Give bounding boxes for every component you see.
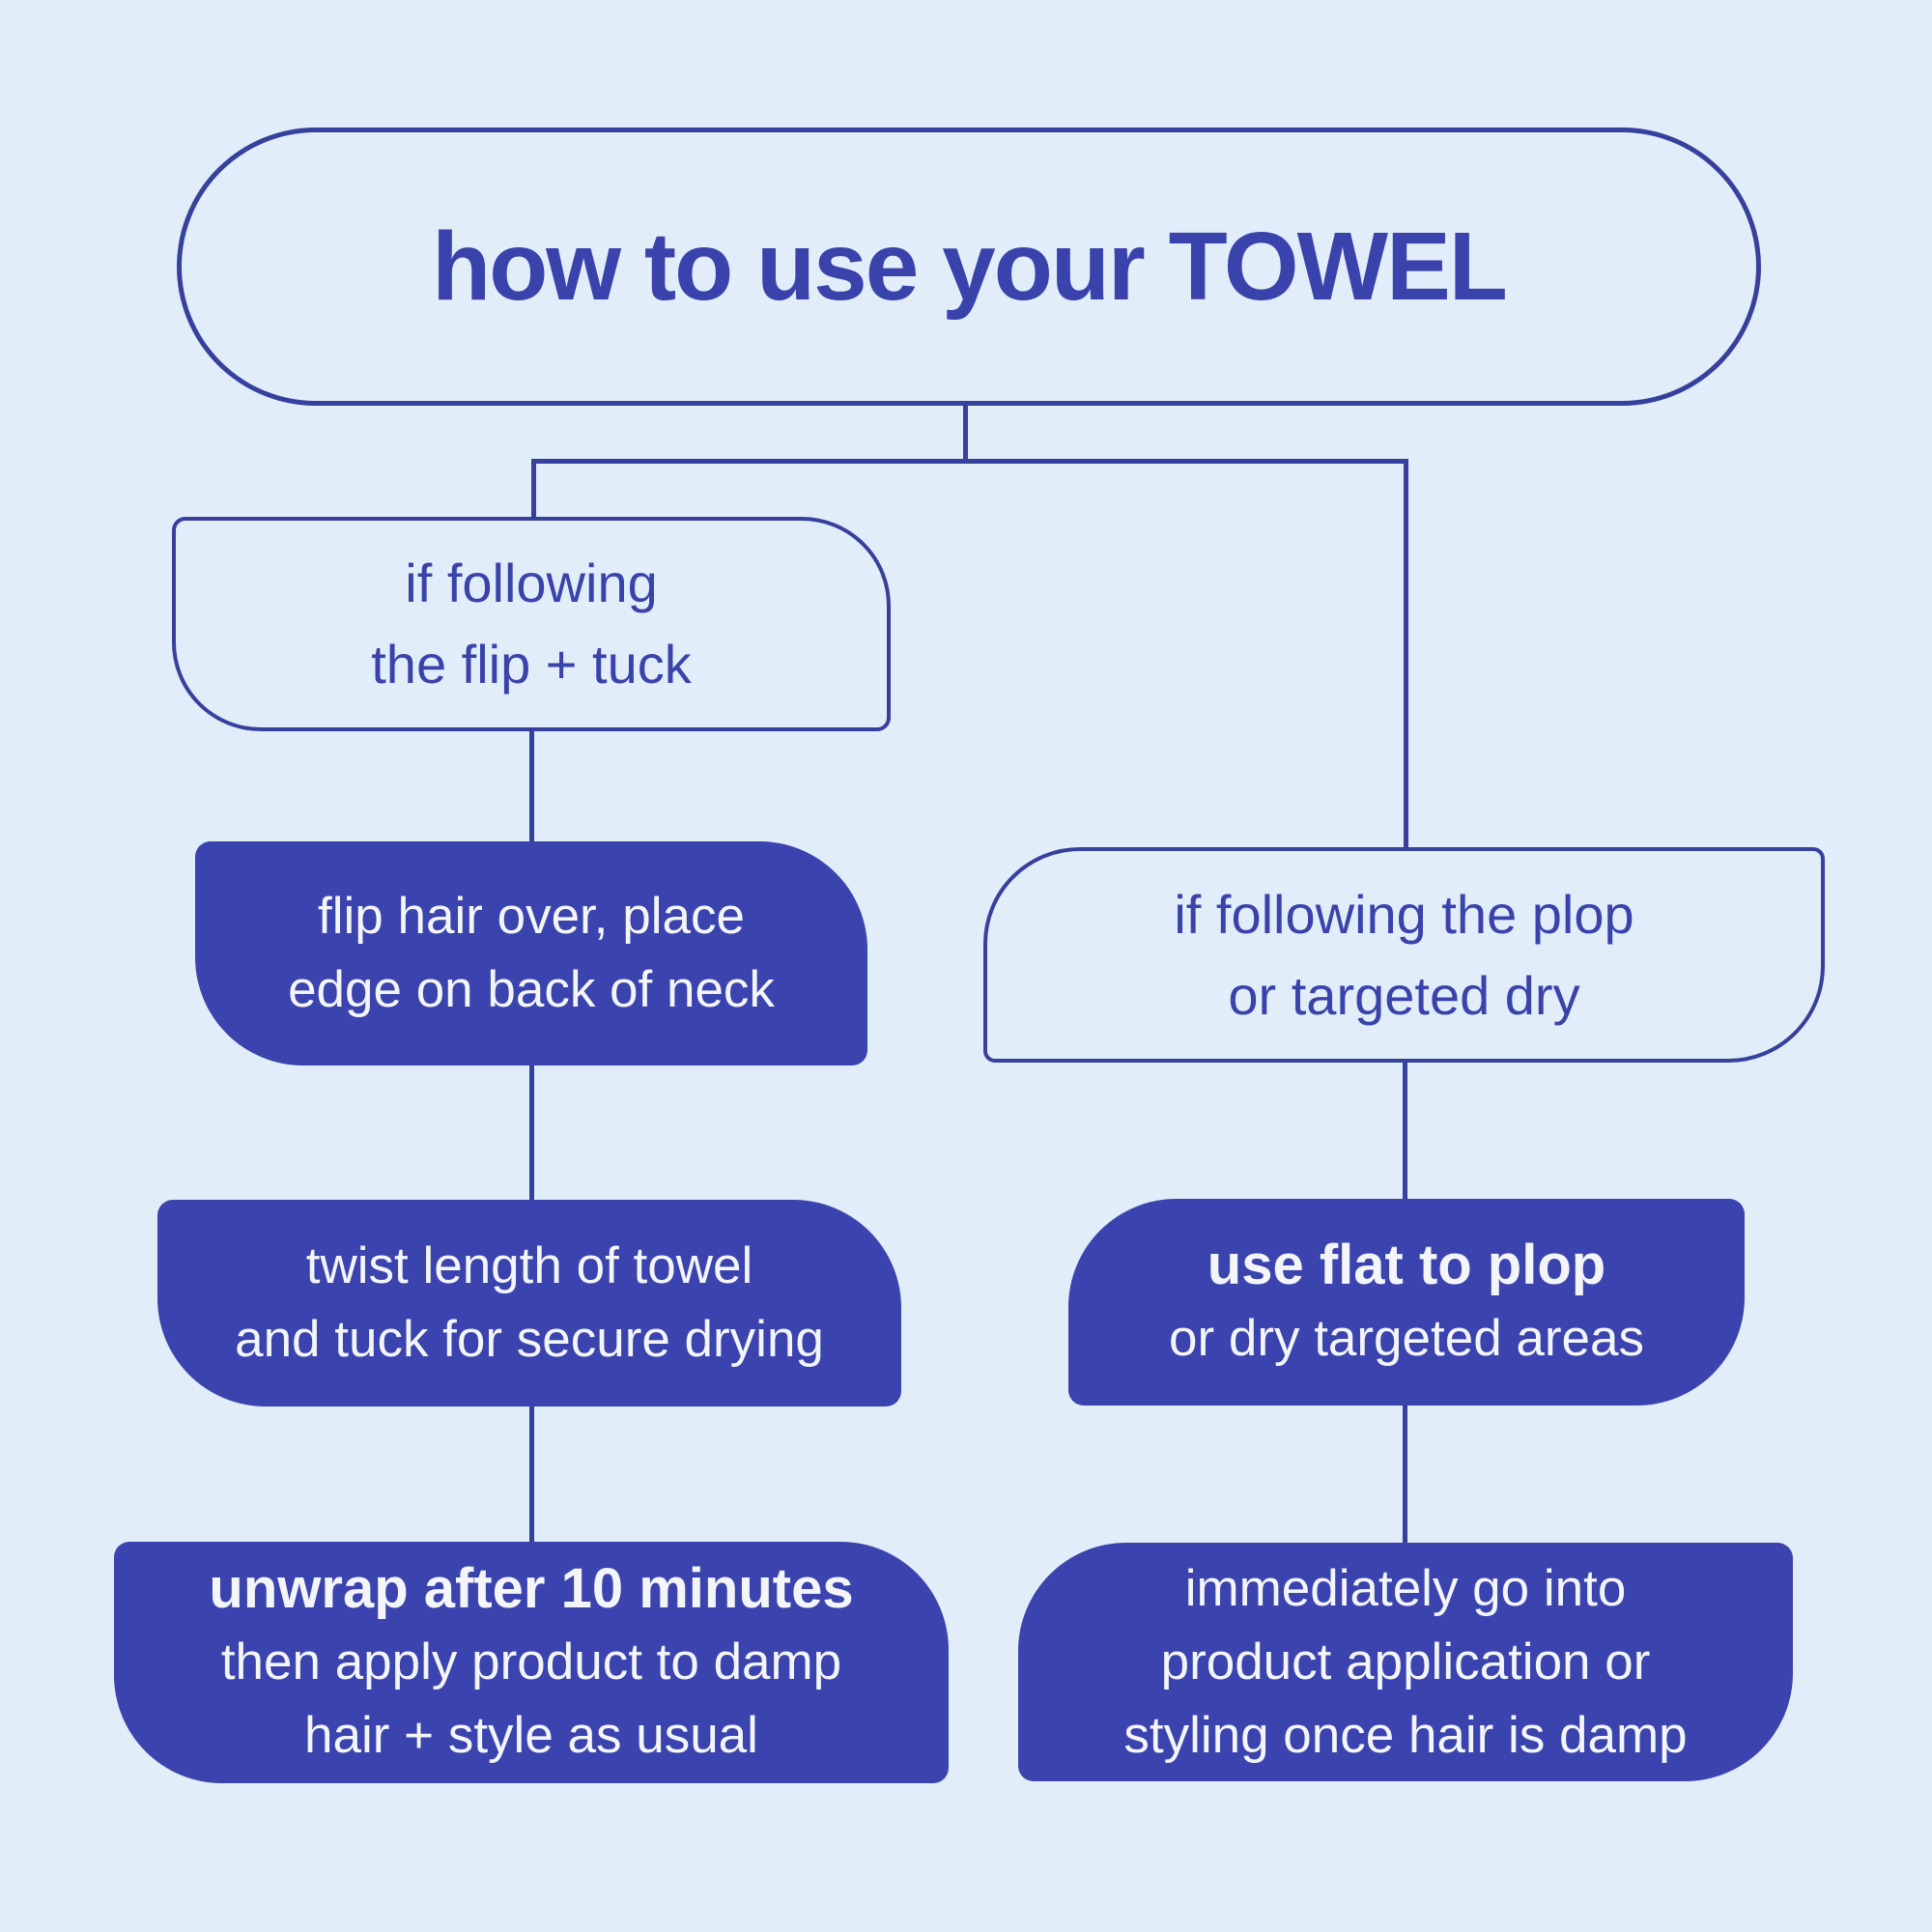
node-text-line: or targeted dry [1228, 964, 1580, 1026]
node-text-line: or dry targeted areas [1169, 1310, 1644, 1367]
title-box [177, 128, 1761, 406]
node-text-line: twist length of towel [305, 1237, 753, 1294]
node-branch-plop-targeted [983, 847, 1825, 1063]
node-text-line: edge on back of neck [288, 961, 775, 1018]
node-text-line: flip hair over, place [318, 888, 745, 945]
connector-plop-2 [1403, 1404, 1407, 1546]
node-flip-step-1 [195, 841, 867, 1065]
node-text-line: styling once hair is damp [1123, 1706, 1688, 1764]
node-text-bold: unwrap after 10 minutes [209, 1557, 854, 1620]
connector-title-stem [963, 406, 968, 462]
node-text-line: if following [405, 553, 658, 613]
node-branch-flip-tuck [172, 517, 891, 731]
node-flip-step-2 [157, 1200, 901, 1406]
node-plop-step-2 [1018, 1543, 1793, 1781]
node-text-line: immediately go into [1184, 1559, 1627, 1617]
node-plop-step-1 [1068, 1199, 1745, 1406]
node-text-line: if following the plop [1174, 883, 1634, 945]
node-flip-step-3 [114, 1542, 949, 1783]
connector-left-drop [531, 459, 536, 520]
node-text-line: then apply product to damp [220, 1634, 842, 1690]
node-text-line: hair + style as usual [304, 1707, 758, 1764]
connector-branch-bar [531, 459, 1408, 464]
connector-right-drop [1404, 459, 1408, 850]
page-title: how to use your TOWEL [432, 212, 1506, 321]
node-text-line: product application or [1160, 1633, 1651, 1690]
connector-flip-1 [529, 729, 534, 845]
node-text-line: the flip + tuck [371, 634, 692, 695]
connector-flip-2 [529, 1064, 534, 1202]
node-text-bold: use flat to plop [1207, 1234, 1606, 1296]
connector-flip-3 [529, 1405, 534, 1545]
node-text-line: and tuck for secure drying [235, 1311, 824, 1368]
connector-plop-1 [1403, 1061, 1407, 1202]
